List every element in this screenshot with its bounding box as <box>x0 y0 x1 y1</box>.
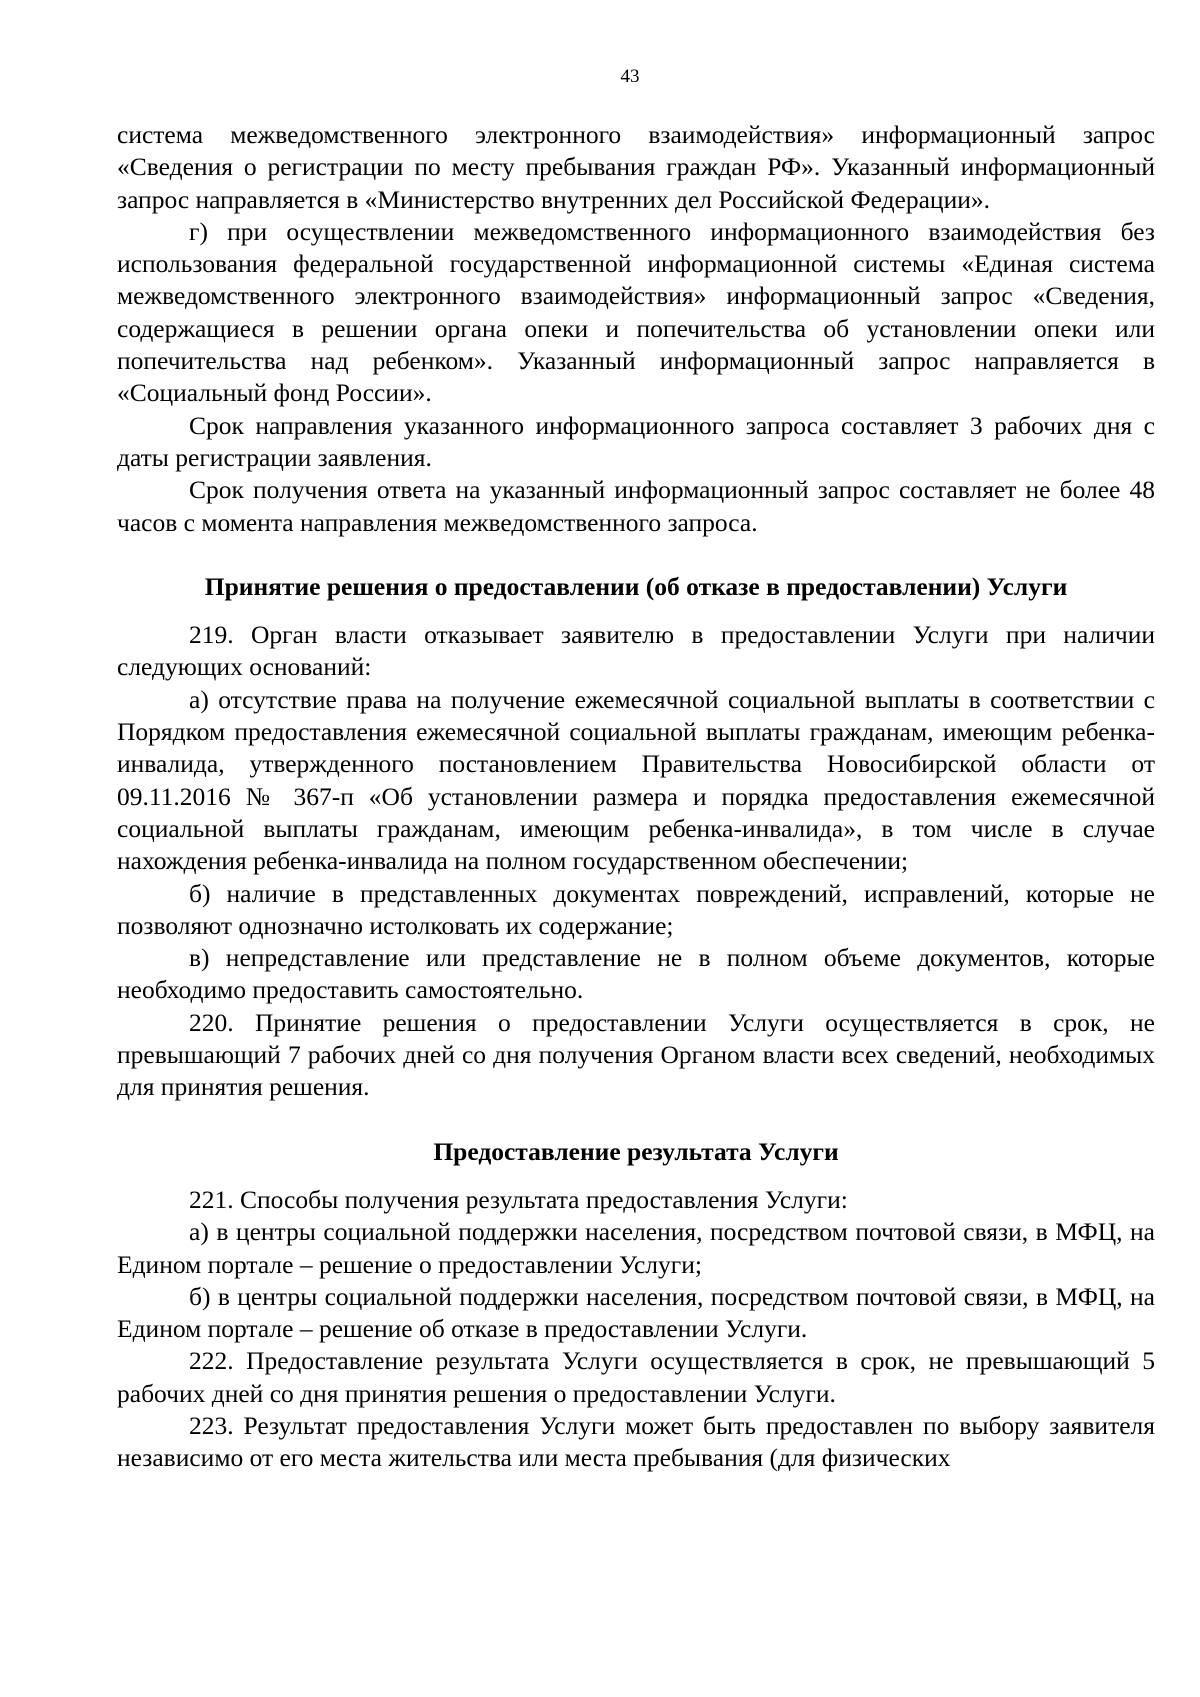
document-body <box>117 119 1155 1475</box>
paragraph: система межведомственного электронного взаимодействия» информационный запрос «Сведения о регистрации по месту пребывания граждан РФ». Указанный информационный запрос направляется в «Министерство внутренних дел Российской Федерации». <box>117 120 1155 214</box>
paragraph: 219. Орган власти отказывает заявителю в предоставлении Услуги при наличии следующих оснований: <box>117 620 1155 682</box>
spacer <box>117 1168 1155 1184</box>
paragraph: 222. Предоставление результата Услуги осуществляется в срок, не превышающий 5 рабочих дней со дня принятия решения о предоставлении Услуги. <box>117 1346 1155 1408</box>
paragraph: г) при осуществлении межведомственного информационного взаимодействия без использования федеральной государственной информационной системы «Единая система межведомственного электронного взаимодействия» информационный запрос «Сведения, содержащиеся в решении органа опеки и попечительства об установлении опеки или попечительства над ребенком». Указанный информационный запрос направляется в «Социальный фонд России». <box>117 216 1155 408</box>
paragraph: 223. Результат предоставления Услуги может быть предоставлен по выбору заявителя независимо от его места жительства или места пребывания (для физических <box>117 1410 1155 1473</box>
paragraph: а) отсутствие права на получение ежемесячной социальной выплаты в соответствии с Порядком предоставления ежемесячной социальной выплаты гражданам, имеющим ребенка-инвалида, утвержденного постановлением Правительства Новосибирской области от 09.11.2016 № 367-п «Об установлении размера и порядка предоставления ежемесячной социальной выплаты гражданам, имеющим ребенка-инвалида», в том числе в случае нахождения ребенка-инвалида на полном государственном обеспечении; <box>117 684 1155 876</box>
paragraph: в) непредставление или представление не в полном объеме документов, которые необходимо предоставить самостоятельно. <box>117 943 1155 1005</box>
section-heading: Предоставление результата Услуги <box>433 1136 839 1166</box>
paragraph: б) в центры социальной поддержки населения, посредством почтовой связи, в МФЦ, на Едином портале – решение об отказе в предоставлении Услуги. <box>117 1281 1155 1344</box>
page-number: 43 <box>620 66 640 87</box>
paragraph: Срок направления указанного информационного запроса составляет 3 рабочих дня с даты регистрации заявления. <box>117 410 1155 472</box>
paragraph: а) в центры социальной поддержки населения, посредством почтовой связи, в МФЦ, на Едином портале – решение о предоставлении Услуги; <box>117 1217 1155 1279</box>
paragraph: б) наличие в представленных документах повреждений, исправлений, которые не позволяют однозначно истолковать их содержание; <box>117 878 1155 940</box>
section-heading: Принятие решения о предоставлении (об отказе в предоставлении) Услуги <box>204 571 1068 601</box>
spacer <box>117 603 1155 619</box>
spacer <box>117 539 1155 571</box>
paragraph: 221. Способы получения результата предоставления Услуги: <box>189 1184 848 1214</box>
paragraph: 220. Принятие решения о предоставлении Услуги осуществляется в срок, не превышающий 7 рабочих дней со дня получения Органом власти всех сведений, необходимых для принятия решения. <box>117 1007 1155 1102</box>
paragraph: Срок получения ответа на указанный информационный запрос составляет не более 48 часов с момента направления межведомственного запроса. <box>117 475 1155 537</box>
spacer <box>117 1104 1155 1136</box>
